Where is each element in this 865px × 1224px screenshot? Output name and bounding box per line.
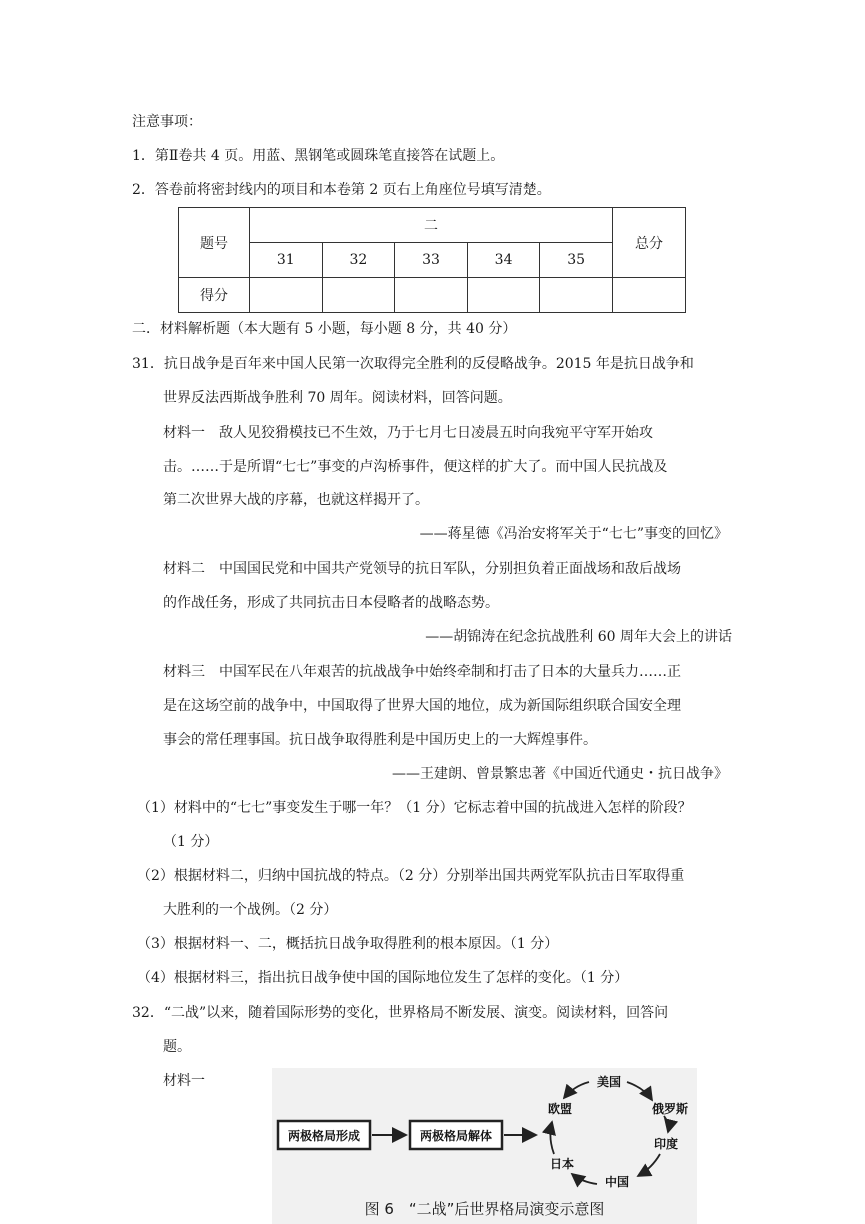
score-table-number: 31	[250, 243, 323, 278]
q31-material-3: 事会的常任理事国。抗日战争取得胜利是中国历史上的一大辉煌事件。	[163, 732, 597, 748]
q31-material-3: 材料三 中国军民在八年艰苦的抗战战争中始终牵制和打击了日本的大量兵力……正	[163, 664, 681, 680]
q31-question-3: （3）根据材料一、二，概括抗日战争取得胜利的根本原因。（1 分）	[137, 936, 559, 952]
score-table-total: 总分	[613, 208, 686, 278]
q31-question-2: 大胜利的一个战例。（2 分）	[163, 902, 338, 918]
q31-material-2: 材料二 中国国民党和中国共产党领导的抗日军队，分别担负着正面战场和敌后战场	[163, 561, 681, 577]
q31-question-4: （4）根据材料三，指出抗日战争使中国的国际地位发生了怎样的变化。（1 分）	[137, 970, 629, 986]
score-cell[interactable]	[540, 278, 613, 313]
notes-item-2: 2．答卷前将密封线内的项目和本卷第 2 页右上角座位号填写清楚。	[132, 182, 551, 198]
score-table-number: 33	[395, 243, 468, 278]
score-table-label-score: 得分	[179, 278, 250, 313]
figure-caption: 图 6 “二战”后世界格局演变示意图	[364, 1200, 605, 1218]
notes-title: 注意事项：	[132, 114, 202, 130]
section-heading: 二．材料解析题（本大题有 5 小题，每小题 8 分，共 40 分）	[132, 321, 517, 337]
score-table	[178, 207, 686, 313]
world-pattern-figure	[272, 1068, 697, 1224]
score-cell[interactable]	[467, 278, 540, 313]
q31-question-1: （1 分）	[163, 834, 219, 850]
score-cell[interactable]	[322, 278, 395, 313]
node-india: 印度	[653, 1137, 679, 1151]
q31-material-2: 的作战任务，形成了共同抗击日本侵略者的战略态势。	[163, 595, 499, 611]
q31-material-1: 第二次世界大战的序幕，也就这样揭开了。	[163, 492, 429, 508]
bipolar-dissolved-label: 两极格局解体	[419, 1129, 493, 1143]
bipolar-formed-label: 两极格局形成	[287, 1129, 361, 1143]
score-table-label-number: 题号	[179, 208, 250, 278]
q31-material-1: 击。……于是所谓“七七”事变的卢沟桥事件，便这样的扩大了。而中国人民抗战及	[163, 459, 668, 475]
node-usa: 美国	[596, 1075, 622, 1089]
notes-item-1: 1．第Ⅱ卷共 4 页。用蓝、黑钢笔或圆珠笔直接答在试题上。	[132, 148, 505, 164]
q32-material-1-label: 材料一	[163, 1073, 205, 1089]
q31-material-3: 是在这场空前的战争中，中国取得了世界大国的地位，成为新国际组织联合国安全理	[163, 698, 681, 714]
node-japan: 日本	[549, 1157, 575, 1171]
q31-material-3-source: ——王建朗、曾景繁忠著《中国近代通史・抗日战争》	[392, 766, 728, 782]
q31-stem: 世界反法西斯战争胜利 70 周年。阅读材料，回答问题。	[163, 390, 512, 406]
node-china: 中国	[604, 1175, 630, 1189]
q32-stem: 32．“二战”以来，随着国际形势的变化，世界格局不断发展、演变。阅读材料，回答问	[132, 1005, 669, 1021]
score-table-number: 35	[540, 243, 613, 278]
score-table-number: 32	[322, 243, 395, 278]
q31-question-1: （1）材料中的“七七”事变发生于哪一年？（1 分）它标志着中国的抗战进入怎样的阶段？	[137, 800, 692, 816]
score-cell[interactable]	[250, 278, 323, 313]
q31-material-1: 材料一 敌人见狡猾模技已不生效，乃于七月七日凌晨五时向我宛平守军开始攻	[163, 425, 653, 441]
q32-stem: 题。	[163, 1039, 191, 1055]
score-table-section: 二	[250, 208, 613, 243]
score-cell-total[interactable]	[613, 278, 686, 313]
score-table-number: 34	[467, 243, 540, 278]
score-cell[interactable]	[395, 278, 468, 313]
q31-question-2: （2）根据材料二，归纳中国抗战的特点。（2 分）分别举出国共两党军队抗击日军取得重	[137, 868, 685, 884]
q31-material-2-source: ——胡锦涛在纪念抗战胜利 60 周年大会上的讲话	[425, 629, 732, 645]
node-russia: 俄罗斯	[651, 1102, 689, 1116]
q31-material-1-source: ——蒋星德《冯治安将军关于“七七”事变的回忆》	[419, 526, 728, 542]
q31-stem: 31．抗日战争是百年来中国人民第一次取得完全胜利的反侵略战争。2015 年是抗日战争和	[132, 356, 694, 372]
node-eu: 欧盟	[547, 1102, 573, 1116]
